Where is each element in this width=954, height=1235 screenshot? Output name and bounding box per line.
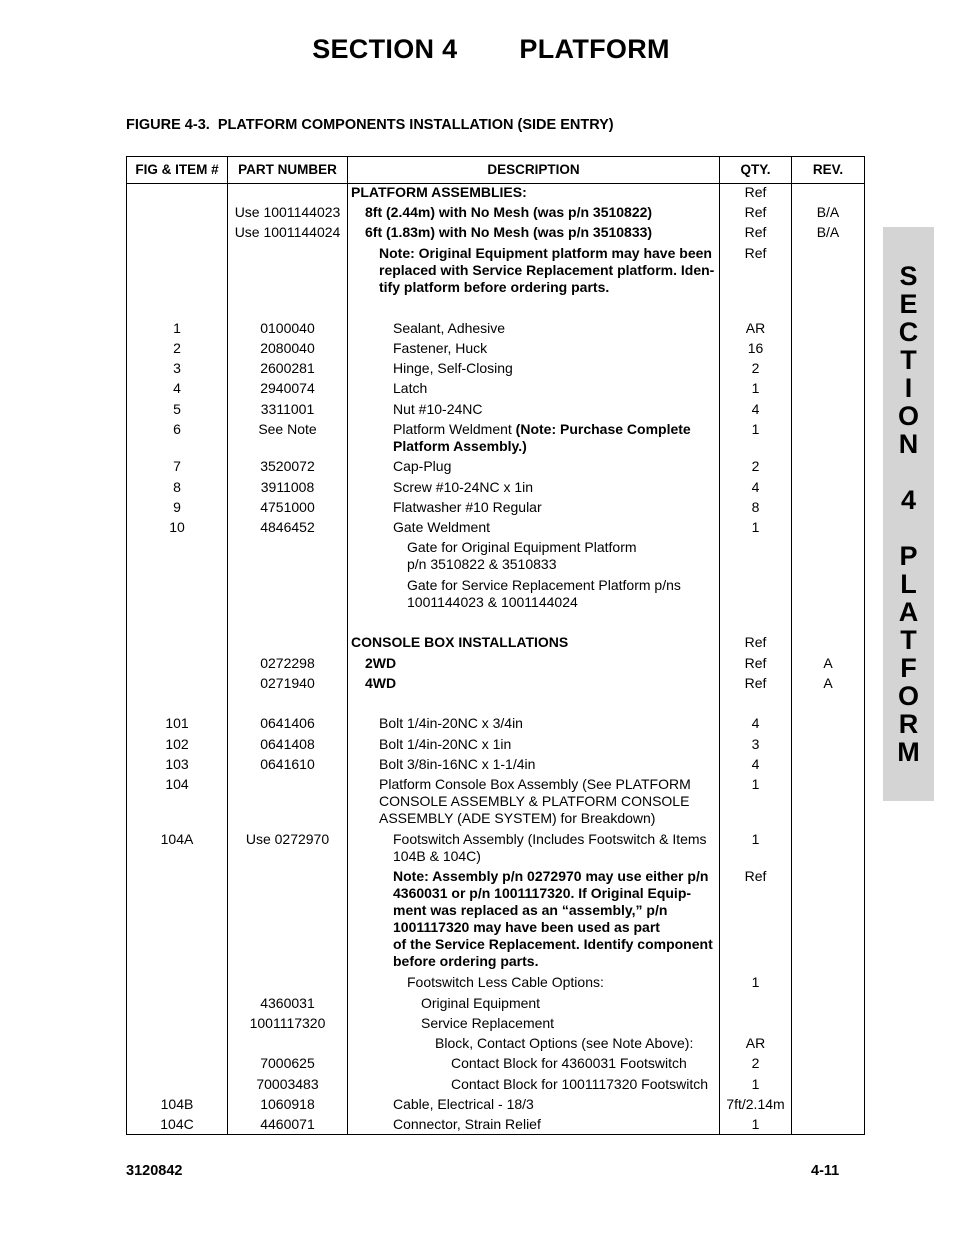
part-number: 7000625	[260, 1055, 315, 1071]
item-number: 4	[173, 380, 181, 396]
description: Latch	[393, 380, 428, 396]
quantity: 4	[751, 715, 760, 731]
quantity: 1	[751, 831, 760, 847]
description-text: Platform Weldment	[393, 421, 516, 437]
quantity: 2	[751, 1055, 760, 1071]
part-number: 3911008	[260, 479, 315, 495]
description: Note: Assembly p/n 0272970 may use either p/n 4360031 or p/n 1001117320. If Original Equip- ment was replaced as an “assembly,” p/n 1001117320 may have been used as part of the Service Replacement. Identify component before ordering parts.	[393, 868, 713, 969]
item-number: 9	[173, 499, 181, 515]
item-number: 101	[165, 715, 189, 731]
quantity: 16	[747, 340, 764, 356]
page-number: 4-11	[811, 1163, 840, 1179]
part-number: 3520072	[260, 458, 315, 474]
part-number: 0100040	[260, 320, 315, 336]
description: CONSOLE BOX INSTALLATIONS	[351, 634, 569, 650]
description: Nut #10-24NC	[393, 401, 483, 417]
description: Connector, Strain Relief	[393, 1116, 541, 1132]
revision: A	[823, 675, 833, 691]
description: Gate for Service Replacement Platform p/ns 1001144023 & 1001144024	[407, 577, 681, 610]
column-divider	[347, 157, 348, 1134]
side-tab-letter: T	[900, 625, 917, 655]
description: Hinge, Self-Closing	[393, 360, 513, 376]
part-number: 4751000	[260, 499, 315, 515]
side-tab-letter: I	[904, 373, 913, 403]
part-number: 3311001	[260, 401, 315, 417]
quantity: 1	[751, 974, 760, 990]
side-tab-letter: N	[898, 429, 919, 459]
item-number: 6	[173, 421, 181, 437]
item-number: 104B	[160, 1096, 194, 1112]
quantity: Ref	[744, 634, 767, 650]
description: Original Equipment	[421, 995, 541, 1011]
side-tab-letter: E	[899, 289, 918, 319]
description: Footswitch Less Cable Options:	[407, 974, 604, 990]
quantity: AR	[745, 320, 766, 336]
description: Sealant, Adhesive	[393, 320, 506, 336]
part-number: 4846452	[260, 519, 315, 535]
parts-table	[126, 156, 865, 1135]
header-rev: REV.	[812, 162, 844, 177]
description: Contact Block for 1001117320 Footswitch	[451, 1076, 709, 1092]
side-tab-letter: A	[898, 597, 919, 627]
description: Flatwasher #10 Regular	[393, 499, 542, 515]
quantity: Ref	[744, 245, 767, 261]
description: Cable, Electrical - 18/3	[393, 1096, 534, 1112]
part-number: 4460071	[260, 1116, 315, 1132]
part-number: 2600281	[260, 360, 315, 376]
description: 6ft (1.83m) with No Mesh (was p/n 3510833)	[365, 224, 653, 240]
part-number: 70003483	[256, 1076, 319, 1092]
column-divider	[227, 157, 228, 1134]
quantity: 1	[751, 1116, 760, 1132]
description: Bolt 1/4in-20NC x 3/4in	[379, 715, 523, 731]
quantity: Ref	[744, 204, 767, 220]
doc-number: 3120842	[126, 1163, 183, 1179]
quantity: AR	[745, 1035, 766, 1051]
quantity: 8	[751, 499, 760, 515]
table-header	[127, 157, 864, 184]
part-number: 2080040	[260, 340, 315, 356]
description: PLATFORM ASSEMBLIES:	[351, 184, 527, 200]
side-tab-letter: L	[900, 569, 917, 599]
item-number: 3	[173, 360, 181, 376]
quantity: 1	[751, 1076, 760, 1092]
description: 2WD	[365, 655, 397, 671]
part-number: 0641610	[260, 756, 315, 772]
item-number: 10	[169, 519, 185, 535]
part-number: 0271940	[260, 675, 315, 691]
section-side-tab	[883, 227, 934, 801]
description: Bolt 1/4in-20NC x 1in	[379, 736, 512, 752]
item-number: 8	[173, 479, 181, 495]
part-number: See Note	[258, 421, 317, 437]
part-number: 1001117320	[249, 1015, 326, 1031]
revision: B/A	[816, 204, 840, 220]
part-number: Use 0272970	[245, 831, 330, 847]
item-number: 5	[173, 401, 181, 417]
description: Gate Weldment	[393, 519, 491, 535]
item-number: 2	[173, 340, 181, 356]
quantity: Ref	[744, 184, 767, 200]
description: Platform Console Box Assembly (See PLATFORM CONSOLE ASSEMBLY & PLATFORM CONSOLE ASSEMBLY (ADE SYSTEM) for Breakdown)	[379, 776, 691, 826]
description: Screw #10-24NC x 1in	[393, 479, 534, 495]
description: Fastener, Huck	[393, 340, 488, 356]
description: Contact Block for 4360031 Footswitch	[451, 1055, 687, 1071]
header-item: FIG & ITEM #	[135, 162, 219, 177]
description: Gate for Original Equipment Platform p/n 3510822 & 3510833	[407, 539, 637, 572]
section-title	[0, 34, 954, 65]
quantity: 2	[751, 360, 760, 376]
quantity: 4	[751, 401, 760, 417]
description: Footswitch Assembly (Includes Footswitch & Items 104B & 104C)	[393, 831, 707, 864]
part-number: 1060918	[260, 1096, 315, 1112]
description: Bolt 3/8in-16NC x 1-1/4in	[379, 756, 536, 772]
item-number: 104C	[160, 1116, 194, 1132]
side-tab-letter: T	[900, 345, 917, 375]
quantity: 1	[751, 519, 760, 535]
quantity: Ref	[744, 675, 767, 691]
header-qty: QTY.	[740, 162, 771, 177]
part-number: Use 1001144024	[234, 224, 341, 240]
quantity: 3	[751, 736, 760, 752]
part-number: 0641406	[260, 715, 315, 731]
item-number: 7	[173, 458, 181, 474]
side-tab-letter: O	[897, 681, 919, 711]
quantity: 4	[751, 756, 760, 772]
description: Block, Contact Options (see Note Above):	[435, 1035, 694, 1051]
item-number: 102	[165, 736, 189, 752]
section-name: PLATFORM	[519, 34, 670, 64]
side-tab-letter: R	[898, 709, 919, 739]
quantity: 4	[751, 479, 760, 495]
description: Cap-Plug	[393, 458, 452, 474]
quantity: Ref	[744, 224, 767, 240]
side-tab-letter: C	[898, 317, 919, 347]
part-number: 2940074	[260, 380, 315, 396]
description	[393, 421, 691, 455]
figure-title: FIGURE 4-3. PLATFORM COMPONENTS INSTALLATION (SIDE ENTRY)	[126, 117, 614, 133]
quantity: Ref	[744, 655, 767, 671]
item-number: 104A	[160, 831, 194, 847]
item-number: 104	[165, 776, 189, 792]
part-number: Use 1001144023	[234, 204, 341, 220]
description: Note: Original Equipment platform may have been replaced with Service Replacement platform. Iden- tify platform before ordering parts.	[379, 245, 715, 295]
description: Service Replacement	[421, 1015, 555, 1031]
column-divider	[791, 157, 792, 1134]
section-number: SECTION 4	[312, 34, 458, 64]
side-tab-letter: F	[900, 653, 917, 683]
revision: A	[823, 655, 833, 671]
quantity: 1	[751, 776, 760, 792]
description: 8ft (2.44m) with No Mesh (was p/n 3510822)	[365, 204, 653, 220]
revision: B/A	[816, 224, 840, 240]
item-number: 103	[165, 756, 189, 772]
header-part-number: PART NUMBER	[238, 162, 337, 177]
quantity: 2	[751, 458, 760, 474]
quantity: 7ft/2.14m	[726, 1096, 785, 1112]
part-number: 4360031	[260, 995, 315, 1011]
quantity: 1	[751, 421, 760, 437]
part-number: 0641408	[260, 736, 315, 752]
side-tab-letter: 4	[900, 485, 917, 515]
side-tab-letter: P	[899, 541, 918, 571]
side-tab-letter: S	[899, 261, 918, 291]
header-description: DESCRIPTION	[487, 162, 580, 177]
item-number: 1	[173, 320, 181, 336]
part-number: 0272298	[260, 655, 315, 671]
description-note: Platform Assembly.)	[393, 438, 527, 454]
side-tab-letter: M	[897, 737, 920, 767]
description: 4WD	[365, 675, 397, 691]
quantity: Ref	[744, 868, 767, 884]
description-note: (Note: Purchase Complete	[515, 421, 691, 437]
side-tab-letter: O	[897, 401, 919, 431]
quantity: 1	[751, 380, 760, 396]
